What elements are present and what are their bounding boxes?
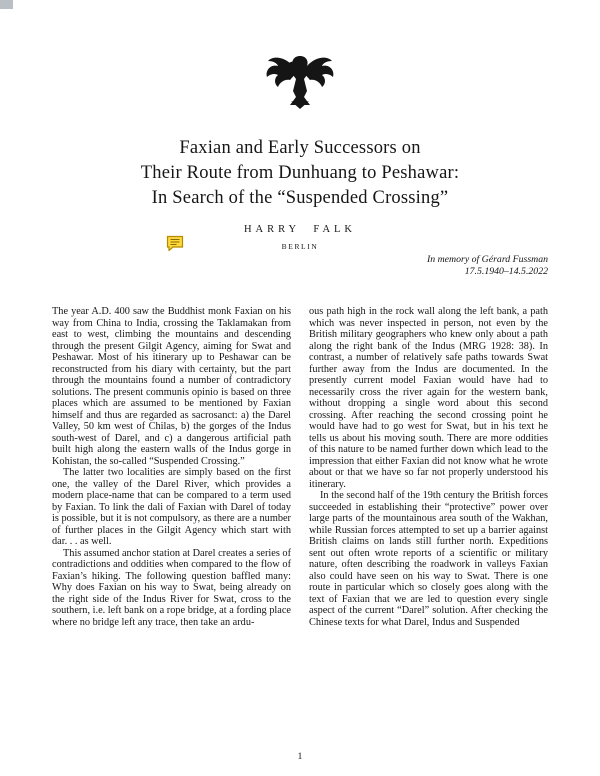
paragraph: In the second half of the 19th century the British forces succeeded in establishing their “protective” power over large parts of the mountainous area south of the Wakhan, while Russian forces attempted to set up a barrier against British claims on lands still further north. Expeditions sent out often wrote reports of a scientific or military nature, often describing the roadwork in valleys Faxian also could have seen on his way to Swat. There is one route in particular which so closely goes along with the text of Faxian that we are led to question every single aspect of the current “Darel” solution. After checking the Chinese texts for what Darel, Indus and Suspended (309, 490, 548, 628)
body-text (0, 306, 600, 628)
comment-note-icon[interactable] (166, 235, 184, 251)
left-column (52, 306, 291, 628)
eagle-emblem-icon (0, 0, 600, 110)
scan-corner-artifact (0, 0, 13, 9)
dedication (0, 254, 600, 278)
right-column (309, 306, 548, 628)
dedication-line-2: 17.5.1940–14.5.2022 (464, 266, 548, 277)
title-line-1: Faxian and Early Successors on (179, 138, 421, 158)
page-number: 1 (297, 751, 303, 762)
dedication-line-1: In memory of Gérard Fussman (427, 254, 548, 265)
author-affiliation: BERLIN (281, 242, 319, 251)
paragraph: This assumed anchor station at Darel creates a series of contradictions and oddities when compared to the flow of Faxian’s hiking. The following question baffled many: Why does Faxian on his way to Swat, being already on the right side of the Indus River for Swat, cross to the southern, i.e. left bank on a rope bridge, at a fording place where no bridge left any trace, then take an ardu- (52, 547, 291, 628)
author-name: HARRY FALK (243, 224, 357, 235)
title-line-2: Their Route from Dunhuang to Peshawar: (140, 163, 460, 183)
paragraph: ous path high in the rock wall along the left bank, a path which was never inspected in person, not even by the British military geographers who knew only about a path along the right bank of the Indus (MRG 1928: 38). In contrast, a number of relatively safe paths towards Swat further away from the Indus are documented. In the presently current model Faxian would have had to necessarily cross the river again for the western bank, without dropping a single word about this second crossing. After reaching the second crossing point he would have had to go west for Swat, but in his text he tells us about his moving south. There are more oddities of this nature to be named further down which lead to the impression that either Faxian did not know what he wrote about or that we have so far not properly understood his itinerary. (309, 306, 548, 490)
paragraph: The latter two localities are simply based on the first one, the valley of the Darel River, which provides a modern place-name that can be compared to a term used by Faxian. To link the dali of Faxian with Darel of today is possible, but it is not compulsory, as there are a number of further places in the Gilgit Agency which start with dar. . . as well. (52, 467, 291, 547)
paragraph: The year A.D. 400 saw the Buddhist monk Faxian on his way from China to India, crossing the Taklamakan from east to west, climbing the mountains and descending through the present Gilgit Agency, aiming for Swat and Peshawar. Most of his itinerary up to Peshawar can be reconstructed from his diary with certainty, but the part through the mountains found a number of contradictory solutions. The present communis opinio is based on three places which are assumed to be mentioned by Faxian himself and thus are regarded as sacrosanct: a) the Darel Valley, 50 km west of Chilas, b) the gorges of the Indus south-west of Darel, and c) a dangerous artificial path built high along the eastern walls of the Indus gorge in Kohistan, the so-called “Suspended Crossing.” (52, 306, 291, 467)
affiliation-row (0, 242, 600, 251)
article-title (0, 136, 600, 211)
title-line-3: In Search of the “Suspended Crossing” (151, 188, 449, 208)
